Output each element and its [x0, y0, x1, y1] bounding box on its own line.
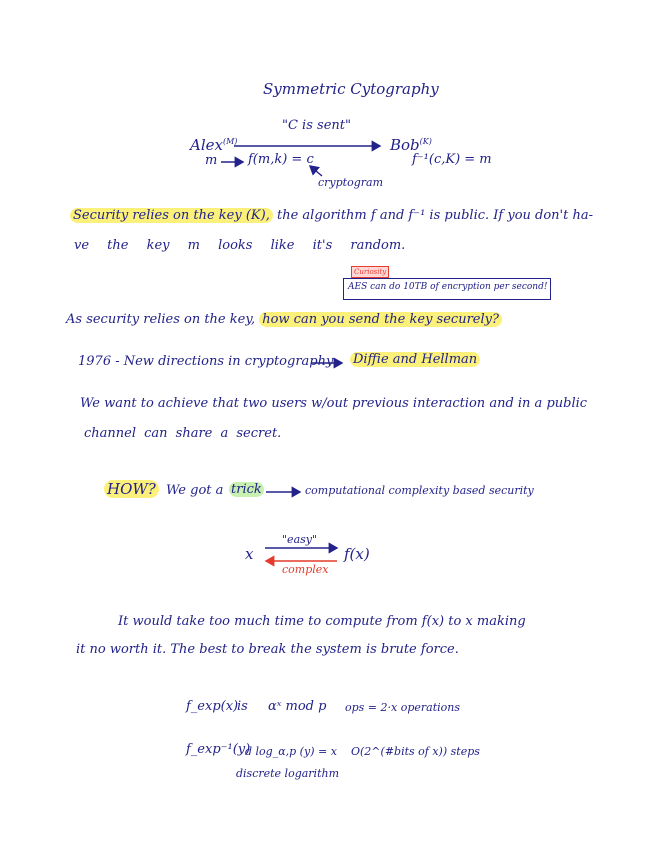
f-exp-inverse-formula: f_exp⁻¹(y)	[186, 742, 251, 757]
complexity-text: computational complexity based security	[305, 484, 534, 497]
security-highlight: Security relies on the key (K),	[70, 208, 273, 223]
x-label: x	[245, 545, 254, 563]
message-label: "C is sent"	[282, 118, 351, 133]
discrete-log-caption: discrete logarithm	[236, 767, 340, 780]
steps-formula: O(2^(#bits of x)) steps	[351, 745, 480, 758]
key-question-highlight: how can you send the key securely?	[259, 312, 502, 327]
security-line-1: Security relies on the key (K), the algorithm f and f⁻¹ is public. If you don't ha-	[70, 208, 593, 223]
curiosity-text: AES can do 10TB of encryption per second!	[348, 282, 548, 292]
diffie-hellman-highlight: Diffie and Hellman	[350, 352, 480, 367]
goal-line-1: We want to achieve that two users w/out previous interaction and in a public	[80, 396, 588, 411]
encrypt-function: f(m,k) = c	[248, 152, 314, 167]
bruteforce-line-1: It would take too much time to compute from f(x) to x making	[118, 614, 526, 629]
ops-formula: ops = 2·x operations	[345, 701, 460, 714]
security-line-2: ve the key m looks like it's random.	[74, 238, 406, 253]
alpha-mod-formula: αˣ mod p	[268, 699, 327, 714]
easy-label: "easy"	[282, 533, 318, 546]
goal-line-2: channel can share a secret.	[84, 426, 282, 441]
complex-label: complex	[282, 563, 329, 576]
decrypt-function: f⁻¹(c,K) = m	[412, 152, 492, 167]
trick-highlight: trick	[231, 482, 262, 497]
key-question-line: As security relies on the key, how can you send the key securely?	[66, 312, 502, 327]
f-exp-formula: f_exp(x)	[186, 699, 239, 714]
page-title: Symmetric Cytography	[263, 80, 439, 98]
dlog-formula: d log_α,p (y) = x	[245, 745, 337, 758]
cryptogram-arrow	[310, 166, 322, 176]
fx-label: f(x)	[344, 545, 370, 563]
curiosity-tag: Curiosity	[351, 266, 389, 278]
alex-label: Alex$^{(M)}$	[190, 136, 238, 154]
message-m: m	[205, 153, 218, 168]
is-text: is	[237, 699, 248, 714]
cryptogram-label: cryptogram	[318, 176, 384, 189]
how-highlight: HOW?	[104, 480, 159, 498]
bob-label: Bob$^{(K)}$	[390, 136, 432, 154]
history-text: 1976 - New directions in cryptography	[78, 354, 334, 369]
bruteforce-line-2: it no worth it. The best to break the system is brute force.	[76, 642, 459, 657]
we-got-text: We got a	[166, 483, 224, 498]
